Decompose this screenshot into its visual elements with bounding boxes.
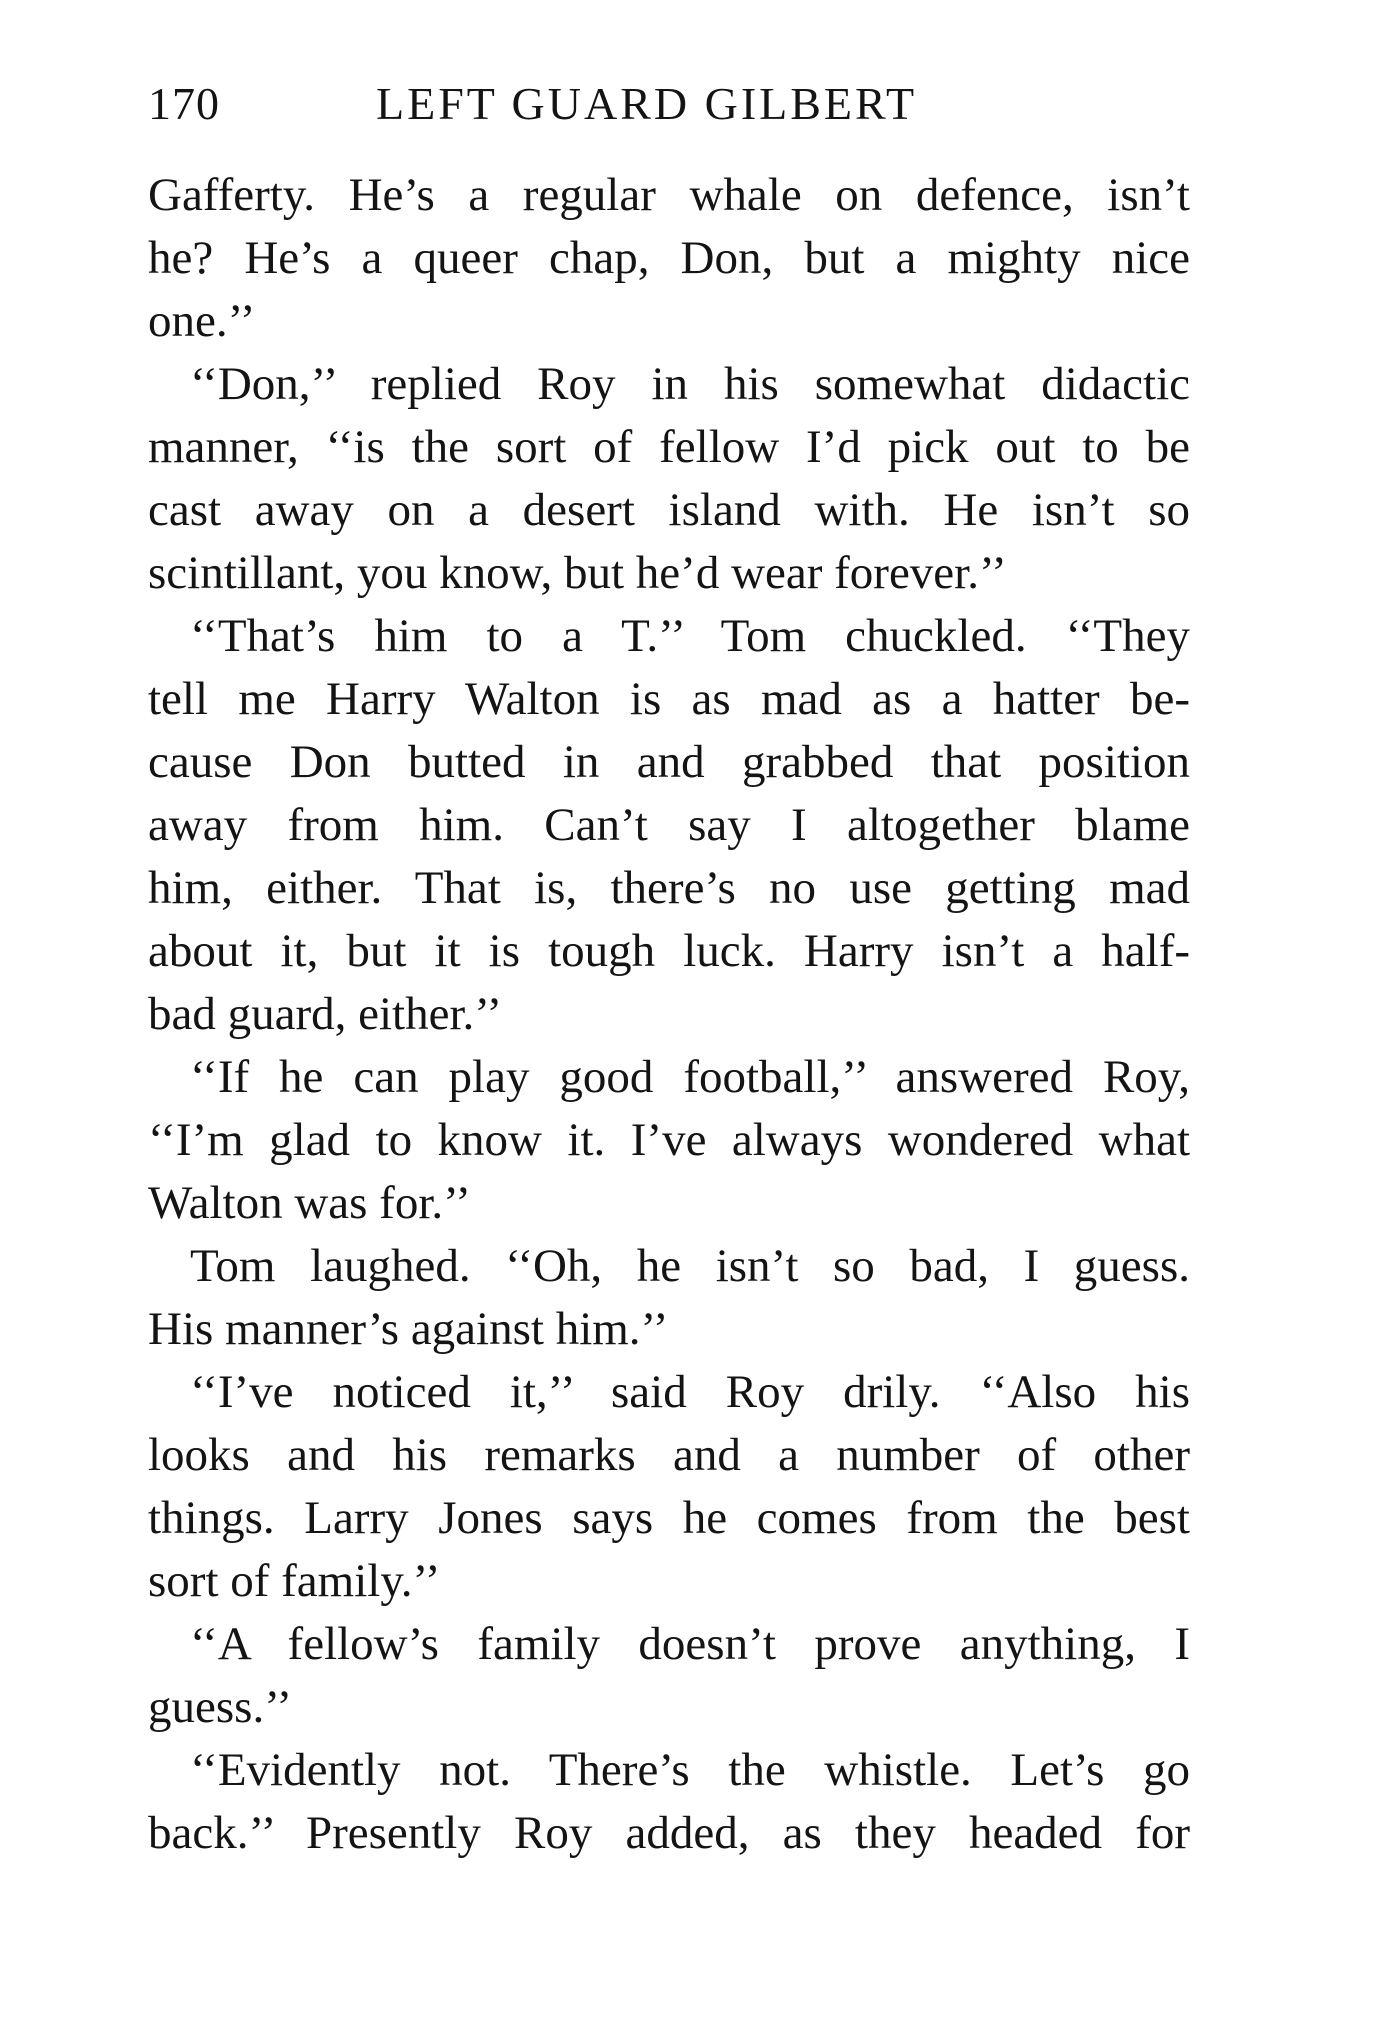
text-line: back.’’ Presently Roy added, as they headed for — [148, 1807, 1190, 1859]
text-line: Tom laughed. ‘‘Oh, he isn’t so bad, I guess. — [190, 1240, 1190, 1292]
text-line: cause Don butted in and grabbed that position — [148, 736, 1190, 788]
text-line: sort of family.’’ — [148, 1555, 441, 1607]
text-line: one.’’ — [148, 295, 256, 347]
text-line: tell me Harry Walton is as mad as a hatter be- — [148, 673, 1190, 725]
text-line: ‘‘A fellow’s family doesn’t prove anything, I — [190, 1618, 1190, 1670]
text-line: His manner’s against him.’’ — [148, 1303, 669, 1355]
text-line: Gafferty. He’s a regular whale on defence, isn’t — [148, 169, 1190, 221]
text-line: about it, but it is tough luck. Harry isn’t a half- — [148, 925, 1190, 977]
text-line: ‘‘Don,’’ replied Roy in his somewhat didactic — [190, 358, 1190, 410]
text-line: scintillant, you know, but he’d wear forever.’’ — [148, 547, 1007, 599]
text-line: manner, ‘‘is the sort of fellow I’d pick out to be — [148, 421, 1190, 473]
text-line: looks and his remarks and a number of other — [148, 1429, 1190, 1481]
text-line: guess.’’ — [148, 1681, 293, 1733]
text-line: things. Larry Jones says he comes from the best — [148, 1492, 1190, 1544]
text-line: he? He’s a queer chap, Don, but a mighty nice — [148, 232, 1190, 284]
body-text — [148, 164, 1190, 1865]
text-line: ‘‘That’s him to a T.’’ Tom chuckled. ‘‘They — [190, 610, 1190, 662]
running-head — [148, 72, 1188, 136]
text-line: Walton was for.’’ — [148, 1177, 471, 1229]
text-line: away from him. Can’t say I altogether blame — [148, 799, 1190, 851]
text-line: bad guard, either.’’ — [148, 988, 503, 1040]
text-line: ‘‘If he can play good football,’’ answered Roy, — [190, 1051, 1190, 1103]
text-line: ‘‘I’ve noticed it,’’ said Roy drily. ‘‘Also his — [190, 1366, 1190, 1418]
text-line: him, either. That is, there’s no use getting mad — [148, 862, 1190, 914]
text-line: ‘‘Evidently not. There’s the whistle. Let’s go — [190, 1744, 1190, 1796]
book-title: LEFT GUARD GILBERT — [376, 78, 918, 129]
page-number: 170 — [148, 78, 220, 129]
text-line: ‘‘I’m glad to know it. I’ve always wondered what — [148, 1114, 1190, 1166]
text-line: cast away on a desert island with. He isn’t so — [148, 484, 1190, 536]
